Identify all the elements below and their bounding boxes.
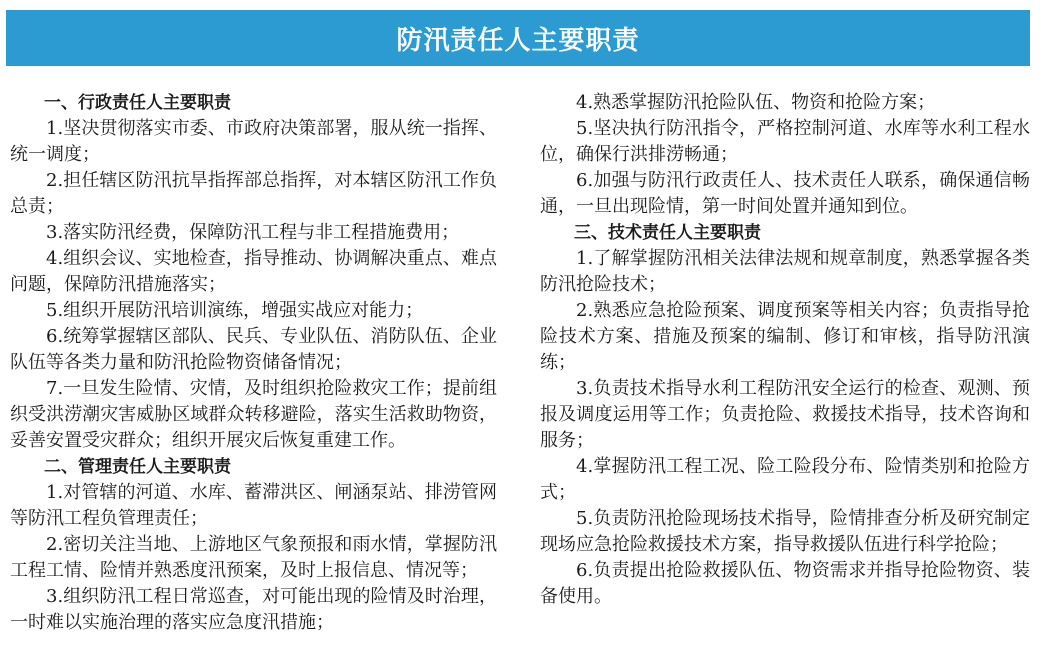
section-heading: 三、技术责任人主要职责: [574, 223, 761, 243]
section-heading: 二、管理责任人主要职责: [44, 457, 231, 477]
duty-paragraph: 7.一旦发生险情、灾情，及时组织抢险救灾工作；提前组织受洪涝潮灾害威胁区域群众转移避险，落实生活救助物资，妥善安置受灾群众；组织开展灾后恢复重建工作。: [10, 378, 497, 451]
duty-paragraph: 3.组织防汛工程日常巡查，对可能出现的险情及时治理，一时难以实施治理的落实应急度汛措施；: [10, 586, 497, 633]
page-title: 防汛责任人主要职责: [396, 25, 640, 56]
right-column: [540, 90, 1030, 610]
duty-paragraph: 3.落实防汛经费，保障防汛工程与非工程措施费用；: [46, 222, 460, 243]
duty-paragraph: 2.熟悉应急抢险预案、调度预案等相关内容；负责指导抢险技术方案、措施及预案的编制、修订和审核，指导防汛演练；: [540, 300, 1030, 373]
duty-paragraph: 1.对管辖的河道、水库、蓄滞洪区、闸涵泵站、排涝管网等防汛工程负管理责任；: [10, 482, 497, 529]
duty-paragraph: 1.坚决贯彻落实市委、市政府决策部署，服从统一指挥、统一调度；: [10, 118, 497, 165]
duty-paragraph: 4.熟悉掌握防汛抢险队伍、物资和抢险方案；: [576, 92, 936, 113]
duty-paragraph: 4.掌握防汛工程工况、险工险段分布、险情类别和抢险方式；: [540, 456, 1030, 503]
duty-paragraph: 1.了解掌握防汛相关法律法规和规章制度，熟悉掌握各类防汛抢险技术；: [540, 248, 1030, 295]
title-banner: [6, 10, 1030, 66]
duty-paragraph: 5.组织开展防汛培训演练，增强实战应对能力；: [46, 300, 424, 321]
duty-paragraph: 3.负责技术指导水利工程防汛安全运行的检查、观测、预报及调度运用等工作；负责抢险、救援技术指导，技术咨询和服务；: [540, 378, 1030, 451]
duty-paragraph: 6.统筹掌握辖区部队、民兵、专业队伍、消防队伍、企业队伍等各类力量和防汛抢险物资储备情况；: [10, 326, 497, 373]
duty-paragraph: 2.密切关注当地、上游地区气象预报和雨水情，掌握防汛工程工情、险情并熟悉度汛预案，及时上报信息、情况等；: [10, 534, 497, 581]
duty-paragraph: 5.负责防汛抢险现场技术指导，险情排查分析及研究制定现场应急抢险救援技术方案，指导救援队伍进行科学抢险；: [540, 508, 1030, 555]
duty-paragraph: 4.组织会议、实地检查，指导推动、协调解决重点、难点问题，保障防汛措施落实；: [10, 248, 497, 295]
duty-paragraph: 5.坚决执行防汛指令，严格控制河道、水库等水利工程水位，确保行洪排涝畅通；: [540, 118, 1030, 165]
left-column: [10, 90, 497, 636]
duty-paragraph: 6.负责提出抢险救援队伍、物资需求并指导抢险物资、装备使用。: [540, 560, 1030, 607]
duty-paragraph: 2.担任辖区防汛抗旱指挥部总指挥，对本辖区防汛工作负总责；: [10, 170, 497, 217]
duty-paragraph: 6.加强与防汛行政责任人、技术责任人联系，确保通信畅通，一旦出现险情，第一时间处置并通知到位。: [540, 170, 1030, 217]
section-heading: 一、行政责任人主要职责: [44, 93, 231, 113]
